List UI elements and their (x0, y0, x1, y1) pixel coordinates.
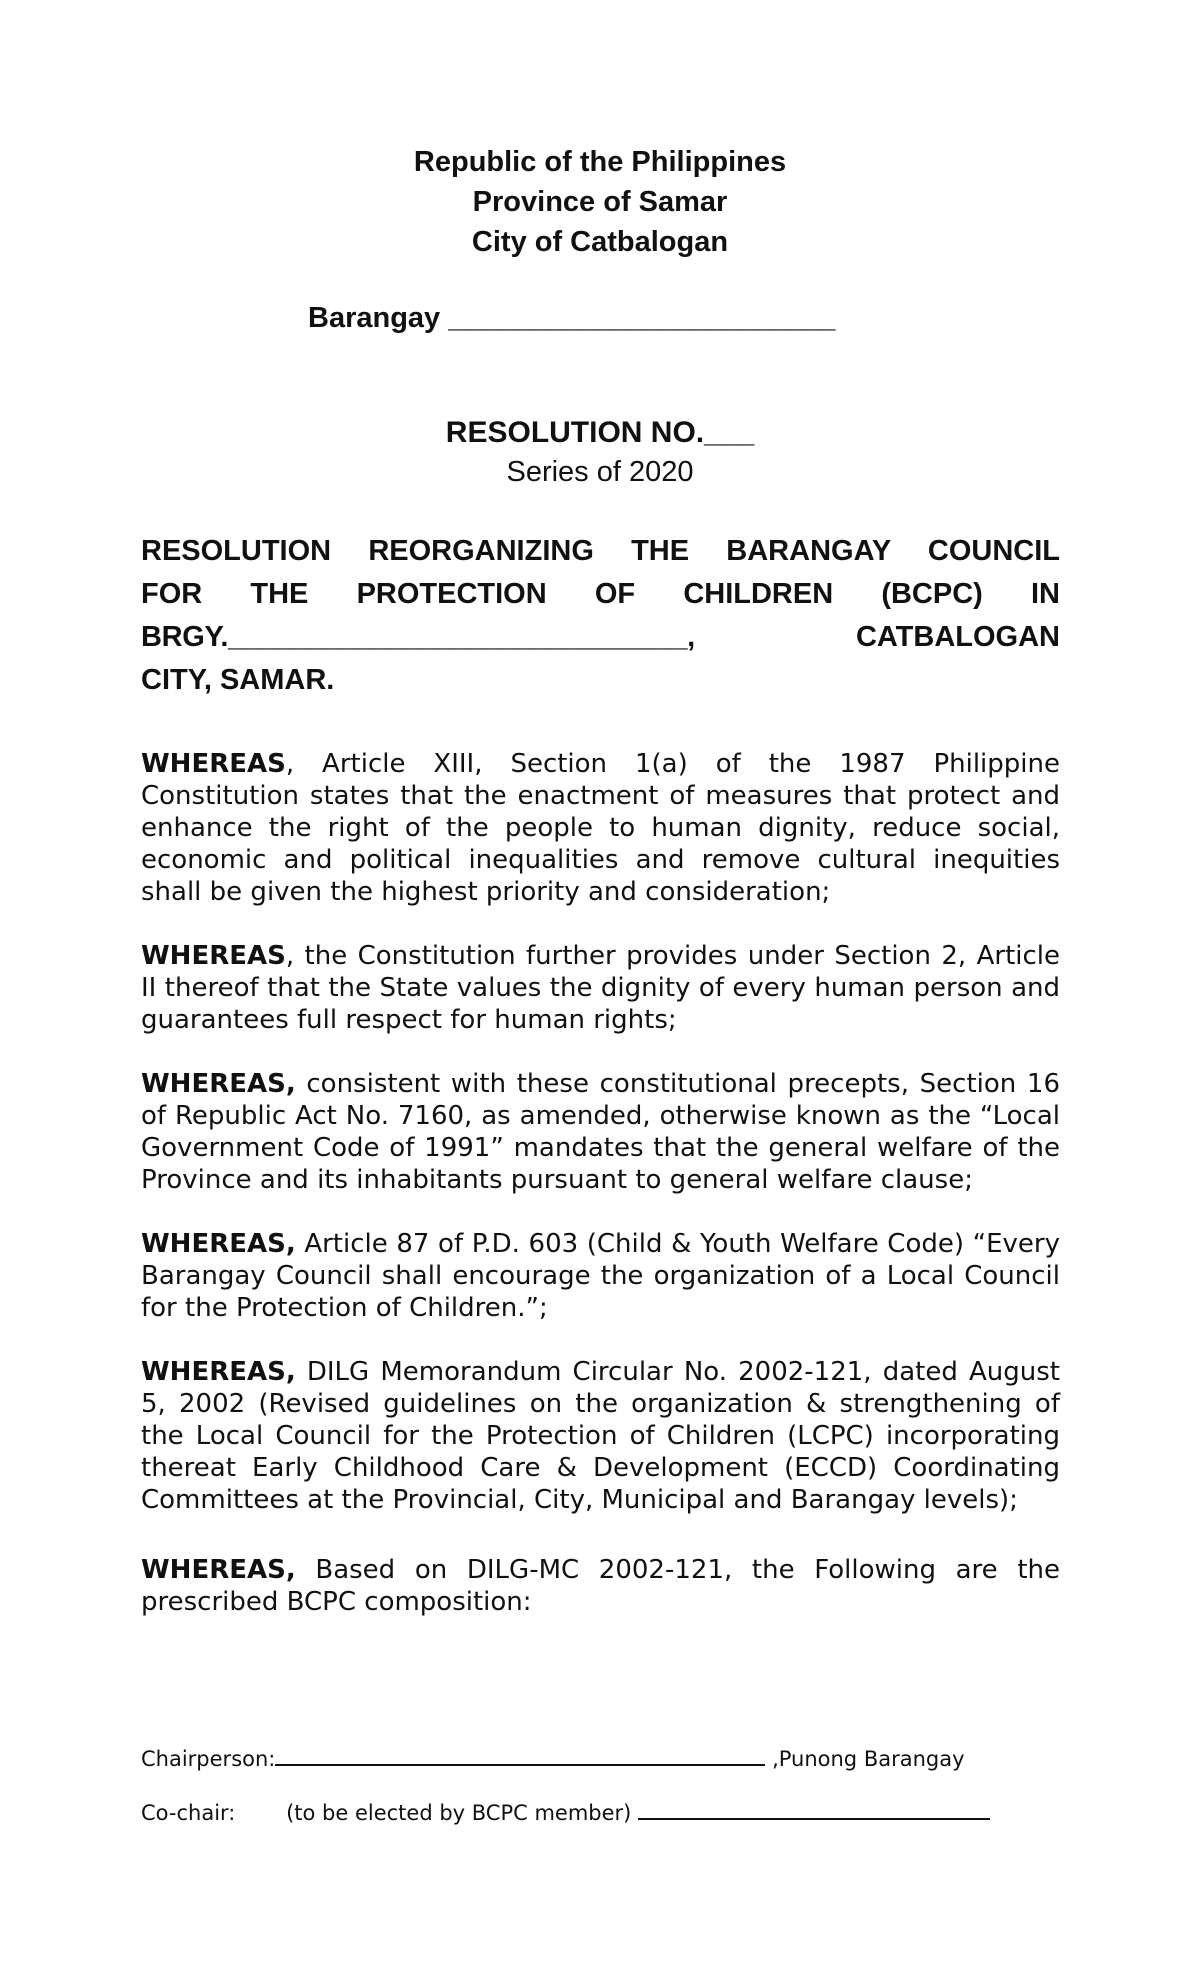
chairperson-suffix: ,Punong Barangay (772, 1747, 965, 1771)
title-word: IN (1031, 578, 1060, 610)
whereas-lead: WHEREAS (141, 749, 286, 779)
header-city: City of Catbalogan (471, 226, 729, 258)
whereas-lead: WHEREAS (141, 941, 286, 971)
title-acronym: (BCPC) (881, 578, 983, 610)
title-word: OF (594, 578, 636, 610)
title-word: THE (631, 535, 690, 567)
whereas-text: consistent with these constitutional precepts, Section 16 of Republic Act No. 7160, as amended, otherwise known as the “Local Government Code of 1991” mandates that the general welfare of the Province and its inhabitants pursuant to general welfare clause; (141, 1069, 1060, 1195)
document-header (0, 142, 1200, 262)
cochair-note: (to be elected by BCPC member) (286, 1801, 632, 1825)
title-line-4: CITY, SAMAR. (141, 664, 335, 696)
chairperson-line (141, 1745, 1091, 1773)
barangay-blank: ________________________ (448, 302, 836, 334)
title-line-3 (141, 616, 1060, 659)
whereas-paragraph (141, 748, 1060, 908)
barangay-field (308, 298, 1108, 338)
whereas-paragraph (141, 1068, 1060, 1196)
whereas-paragraph (141, 940, 1060, 1036)
whereas-text: DILG Memorandum Circular No. 2002-121, dated August 5, 2002 (Revised guidelines on the organization & strengthening of the Local Council for the Protection of Children (LCPC) incorporating thereat Early Childhood Care & Development (ECCD) Coordinating Committees at the Provincial, City, Municipal and Barangay levels); (141, 1357, 1060, 1515)
title-word: FOR (141, 578, 203, 610)
whereas-paragraph (141, 1228, 1060, 1324)
header-province: Province of Samar (472, 186, 728, 218)
cochair-blank (638, 1800, 990, 1820)
chairperson-label: Chairperson: (141, 1747, 276, 1771)
title-line-1 (141, 530, 1060, 573)
whereas-text: Article 87 of P.D. 603 (Child & Youth Welfare Code) “Every Barangay Council shall encourage the organization of a Local Council for the Protection of Children.”; (141, 1229, 1060, 1323)
whereas-paragraph (141, 1356, 1060, 1516)
whereas-clauses (141, 748, 1060, 1618)
title-brgy-blank: BRGY._____________________________, (141, 621, 695, 653)
barangay-label: Barangay (308, 302, 441, 334)
title-word: REORGANIZING (368, 535, 594, 567)
title-word: THE (250, 578, 309, 610)
cochair-line (141, 1799, 1091, 1827)
cochair-label: Co-chair: (141, 1801, 236, 1825)
whereas-text: , the Constitution further provides under Section 2, Article II thereof that the State values the dignity of every human person and guarantees full respect for human rights; (141, 941, 1060, 1035)
whereas-lead: WHEREAS, (141, 1229, 296, 1259)
chairperson-blank (275, 1746, 765, 1766)
title-word: COUNCIL (927, 535, 1060, 567)
title-word: CHILDREN (683, 578, 834, 610)
whereas-text: , Article XIII, Section 1(a) of the 1987 Philippine Constitution states that the enactment of measures that protect and enhance the right of the people to human dignity, reduce social, economic and political inequalities and remove cultural inequities shall be given the highest priority and consideration; (141, 749, 1060, 907)
title-word: BARANGAY (726, 535, 891, 567)
resolution-number: RESOLUTION NO.___ (445, 416, 755, 449)
whereas-paragraph (141, 1554, 1060, 1618)
title-word: RESOLUTION (141, 535, 332, 567)
title-word: PROTECTION (356, 578, 547, 610)
whereas-lead: WHEREAS, (141, 1555, 296, 1585)
resolution-title (141, 530, 1060, 702)
whereas-lead: WHEREAS, (141, 1069, 296, 1099)
title-word: CATBALOGAN (855, 621, 1060, 653)
title-line-2 (141, 573, 1060, 616)
header-republic: Republic of the Philippines (413, 146, 787, 178)
whereas-text: Based on DILG-MC 2002-121, the Following are the prescribed BCPC composition: (141, 1555, 1060, 1617)
whereas-lead: WHEREAS, (141, 1357, 296, 1387)
resolution-series: Series of 2020 (506, 456, 694, 488)
